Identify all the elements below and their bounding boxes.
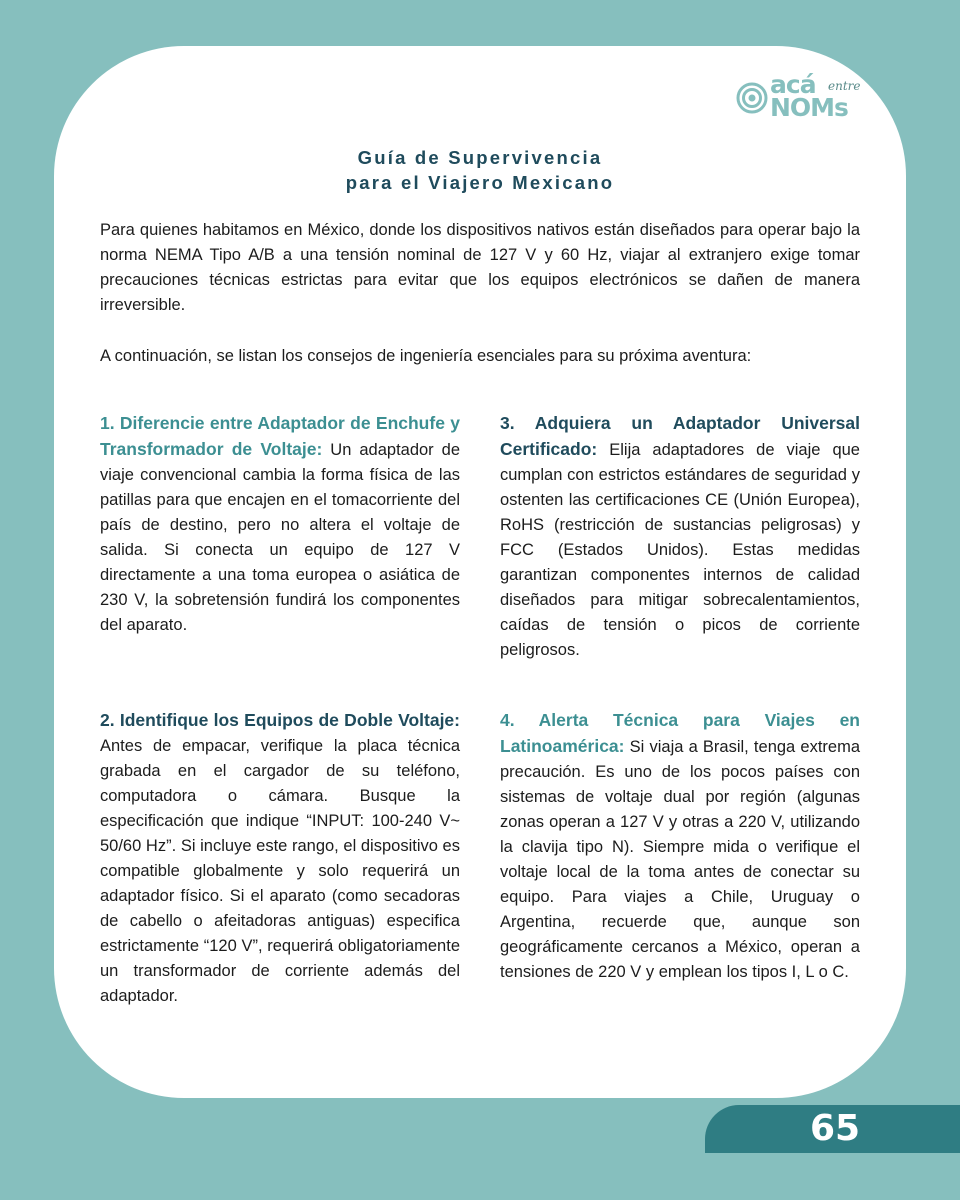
page-title xyxy=(0,145,960,195)
intro-paragraph: Para quienes habitamos en México, donde los dispositivos nativos están diseñados para operar bajo la norma NEMA Tipo A/B a una tensión nominal de 127 V y 60 Hz, viajar al extranjero exige tomar precauciones técnicas estrictas para evitar que los equipos electrónicos se dañen de manera irreversible. xyxy=(100,221,860,314)
target-icon xyxy=(736,82,768,114)
tip-1 xyxy=(100,411,460,638)
tip-1-body: Un adaptador de viaje convencional cambia la forma física de las patillas para que encajen en el tomacorriente del país de destino, pero no altera el voltaje de salida. Si conecta un equipo de 127 V directamente a una toma europea o asiática de 230 V, la sobretensión fundirá los componentes del aparato. xyxy=(100,441,460,634)
page-number-tab xyxy=(705,1105,960,1153)
tip-4-heading: 4. Alerta Técnica para Viajes en Latinoamérica: xyxy=(500,710,860,756)
intro-lead-in: A continuación, se listan los consejos de ingeniería esenciales para su próxima aventura: xyxy=(100,347,752,365)
tip-4 xyxy=(500,708,860,985)
brand-logo xyxy=(736,70,861,124)
logo-text-top: acá xyxy=(770,70,816,99)
tip-2-body: Antes de empacar, verifique la placa técnica grabada en el cargador de su teléfono, computadora o cámara. Busque la especificación que indique “INPUT: 100-240 V~ 50/60 Hz”. Si incluye este rango, el dispositivo es compatible globalmente y solo requerirá un adaptador físico. Si el aparato (como secadoras de cabello o afeitadoras antiguas) especifica estrictamente “120 V”, requerirá obligatoriamente un transformador de corriente además del adaptador. xyxy=(100,737,460,1005)
tip-4-body: Si viaja a Brasil, tenga extrema precaución. Es uno de los pocos países con sistemas de voltaje dual por región (algunas zonas operan a 127 V y otras a 220 V, utilizando la clavija tipo N). Siempre mida o verifique el voltaje local de la toma antes de conectar su equipo. Para viajes a Chile, Uruguay o Argentina, recuerde que, aunque son geográficamente cercanos a México, operan a tensiones de 220 V y emplean los tipos I, L o C. xyxy=(500,738,860,981)
tip-3 xyxy=(500,411,860,663)
tip-2 xyxy=(100,708,460,1009)
logo-text-script: entre xyxy=(828,79,861,93)
logo-text-bottom: NOMs xyxy=(770,93,848,122)
tip-1-heading: 1. Diferencie entre Adaptador de Enchufe y Transformador de Voltaje: xyxy=(100,413,460,459)
tip-3-heading: 3. Adquiera un Adaptador Universal Certificado: xyxy=(500,413,860,459)
tip-2-heading: 2. Identifique los Equipos de Doble Voltaje: xyxy=(100,710,460,730)
page-number: 65 xyxy=(809,1108,861,1149)
title-line-1: Guía de Supervivencia xyxy=(357,147,603,168)
tip-3-body: Elija adaptadores de viaje que cumplan con estrictos estándares de seguridad y ostenten las certificaciones CE (Unión Europea), RoHS (restricción de sustancias peligrosas) y FCC (Estados Unidos). Estas medidas garantizan componentes internos de calidad diseñados para mitigar sobrecalentamientos, caídas de tensión o picos de corriente peligrosos. xyxy=(500,441,860,659)
title-line-2: para el Viajero Mexicano xyxy=(345,172,615,193)
